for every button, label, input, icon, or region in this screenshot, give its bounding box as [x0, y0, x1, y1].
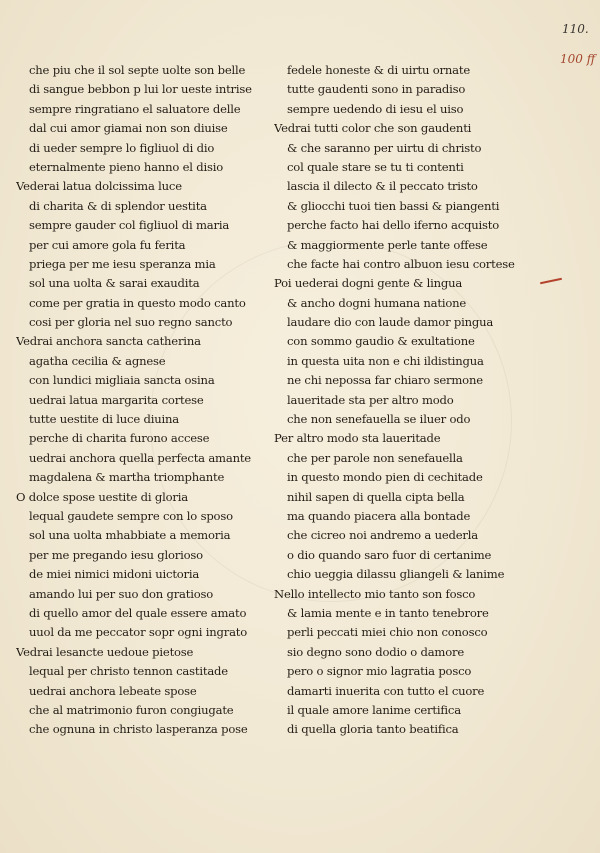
verse-line: ma quando piacera alla bontade: [287, 508, 471, 523]
verse-line: con sommo gaudio & exultatione: [287, 334, 475, 349]
verse-line: lequal gaudete sempre con lo sposo: [29, 508, 233, 523]
verse-line: lascia il dilecto & il peccato tristo: [287, 179, 478, 194]
verse-line: sempre ringratiano el saluatore delle: [29, 101, 241, 116]
verse-line: che cicreo noi andremo a uederla: [287, 528, 478, 543]
verse-line: uuol da me peccator sopr ogni ingrato: [29, 625, 248, 640]
verse-line: & gliocchi tuoi tien bassi & piangenti: [287, 198, 500, 213]
stanza-first-line: O dolce spose uestite di gloria: [16, 489, 188, 504]
verse-line: di ueder sempre lo figliuol di dio: [29, 140, 215, 155]
stanza-first-line: Vedrai anchora sancta catherina: [16, 334, 201, 349]
verse-line: col quale stare se tu ti contenti: [287, 159, 464, 174]
verse-line: uedrai anchora quella perfecta amante: [29, 450, 251, 465]
verse-line: priega per me iesu speranza mia: [29, 256, 216, 271]
stanza-first-line: Poi uederai dogni gente & lingua: [274, 276, 463, 291]
verse-line: dal cui amor giamai non son diuise: [29, 121, 228, 136]
verse-line: sol una uolta mhabbiate a memoria: [29, 528, 231, 543]
verse-line: che facte hai contro albuon iesu cortese: [287, 256, 515, 271]
verse-line: & maggiormente perle tante offese: [287, 237, 488, 252]
verse-line: damarti inuerita con tutto el cuore: [287, 683, 485, 698]
verse-line: cosi per gloria nel suo regno sancto: [29, 315, 233, 330]
verse-line: sempre gauder col figliuol di maria: [29, 218, 230, 233]
verse-line: tutte gaudenti sono in paradiso: [287, 82, 466, 97]
verse-line: con lundici migliaia sancta osina: [29, 373, 215, 388]
verse-line: come per gratia in questo modo canto: [29, 295, 246, 310]
verse-line: sio degno sono dodio o damore: [287, 644, 464, 659]
verse-line: nihil sapen di quella cipta bella: [287, 489, 465, 504]
verse-line: perche facto hai dello iferno acquisto: [287, 218, 500, 233]
verse-line: che per parole non senefauella: [287, 450, 463, 465]
verse-line: amando lui per suo don gratioso: [29, 586, 214, 601]
stanza-first-line: Per altro modo sta laueritade: [274, 431, 441, 446]
verse-line: che piu che il sol septe uolte son belle: [29, 63, 246, 77]
margin-note: 100 ff: [560, 52, 596, 66]
verse-line: di quella gloria tanto beatifica: [287, 722, 459, 737]
verse-line: per cui amore gola fu ferita: [29, 237, 186, 252]
stanza-first-line: Vederai latua dolcissima luce: [16, 179, 182, 194]
folio-number: 110.: [562, 22, 589, 36]
stanza-first-line: Vedrai lesancte uedoue pietose: [16, 644, 194, 659]
verse-line: il quale amore lanime certifica: [287, 702, 461, 717]
verse-line: tutte uestite di luce diuina: [29, 412, 179, 427]
verse-line: perche di charita furono accese: [29, 431, 210, 446]
verse-line: chio ueggia dilassu gliangeli & lanime: [287, 567, 505, 582]
verse-line: laudare dio con laude damor pingua: [287, 315, 494, 330]
verse-line: & che saranno per uirtu di christo: [287, 140, 482, 155]
verse-line: sol una uolta & sarai exaudita: [29, 276, 200, 291]
verse-line: de miei nimici midoni uictoria: [29, 567, 200, 582]
verse-line: perli peccati miei chio non conosco: [287, 625, 488, 640]
verse-line: eternalmente pieno hanno el disio: [29, 159, 224, 174]
verse-line: o dio quando saro fuor di certanime: [287, 547, 492, 562]
verse-line: che ognuna in christo lasperanza pose: [29, 722, 248, 737]
stanza-first-line: Nello intellecto mio tanto son fosco: [274, 586, 476, 601]
verse-line: sempre uedendo di iesu el uiso: [287, 101, 464, 116]
verse-line: pero o signor mio lagratia posco: [287, 664, 472, 679]
verse-line: in questo mondo pien di cechitade: [287, 470, 483, 485]
verse-line: uedrai anchora lebeate spose: [29, 683, 197, 698]
verse-line: di quello amor del quale essere amato: [29, 605, 247, 620]
left-text-column: [16, 61, 278, 740]
verse-line: laueritade sta per altro modo: [287, 392, 454, 407]
verse-line: & lamia mente e in tanto tenebrore: [287, 605, 489, 620]
verse-line: di charita & di splendor uestita: [29, 198, 207, 213]
verse-line: che al matrimonio furon congiugate: [29, 702, 234, 717]
right-text-column: [274, 61, 554, 740]
verse-line: uedrai latua margarita cortese: [29, 392, 204, 407]
verse-line: ne chi nepossa far chiaro sermone: [287, 373, 483, 388]
verse-line: di sangue bebbon p lui lor ueste intrise: [29, 82, 252, 97]
verse-line: in questa uita non e chi ildistingua: [287, 353, 484, 368]
verse-line: per me pregando iesu glorioso: [29, 547, 203, 562]
verse-line: & ancho dogni humana natione: [287, 295, 467, 310]
verse-line: fedele honeste & di uirtu ornate: [287, 63, 470, 77]
verse-line: agatha cecilia & agnese: [29, 353, 166, 368]
verse-line: che non senefauella se iluer odo: [287, 412, 471, 427]
stanza-first-line: Vedrai tutti color che son gaudenti: [274, 121, 472, 136]
verse-line: lequal per christo tennon castitade: [29, 664, 228, 679]
verse-line: magdalena & martha triomphante: [29, 470, 225, 485]
